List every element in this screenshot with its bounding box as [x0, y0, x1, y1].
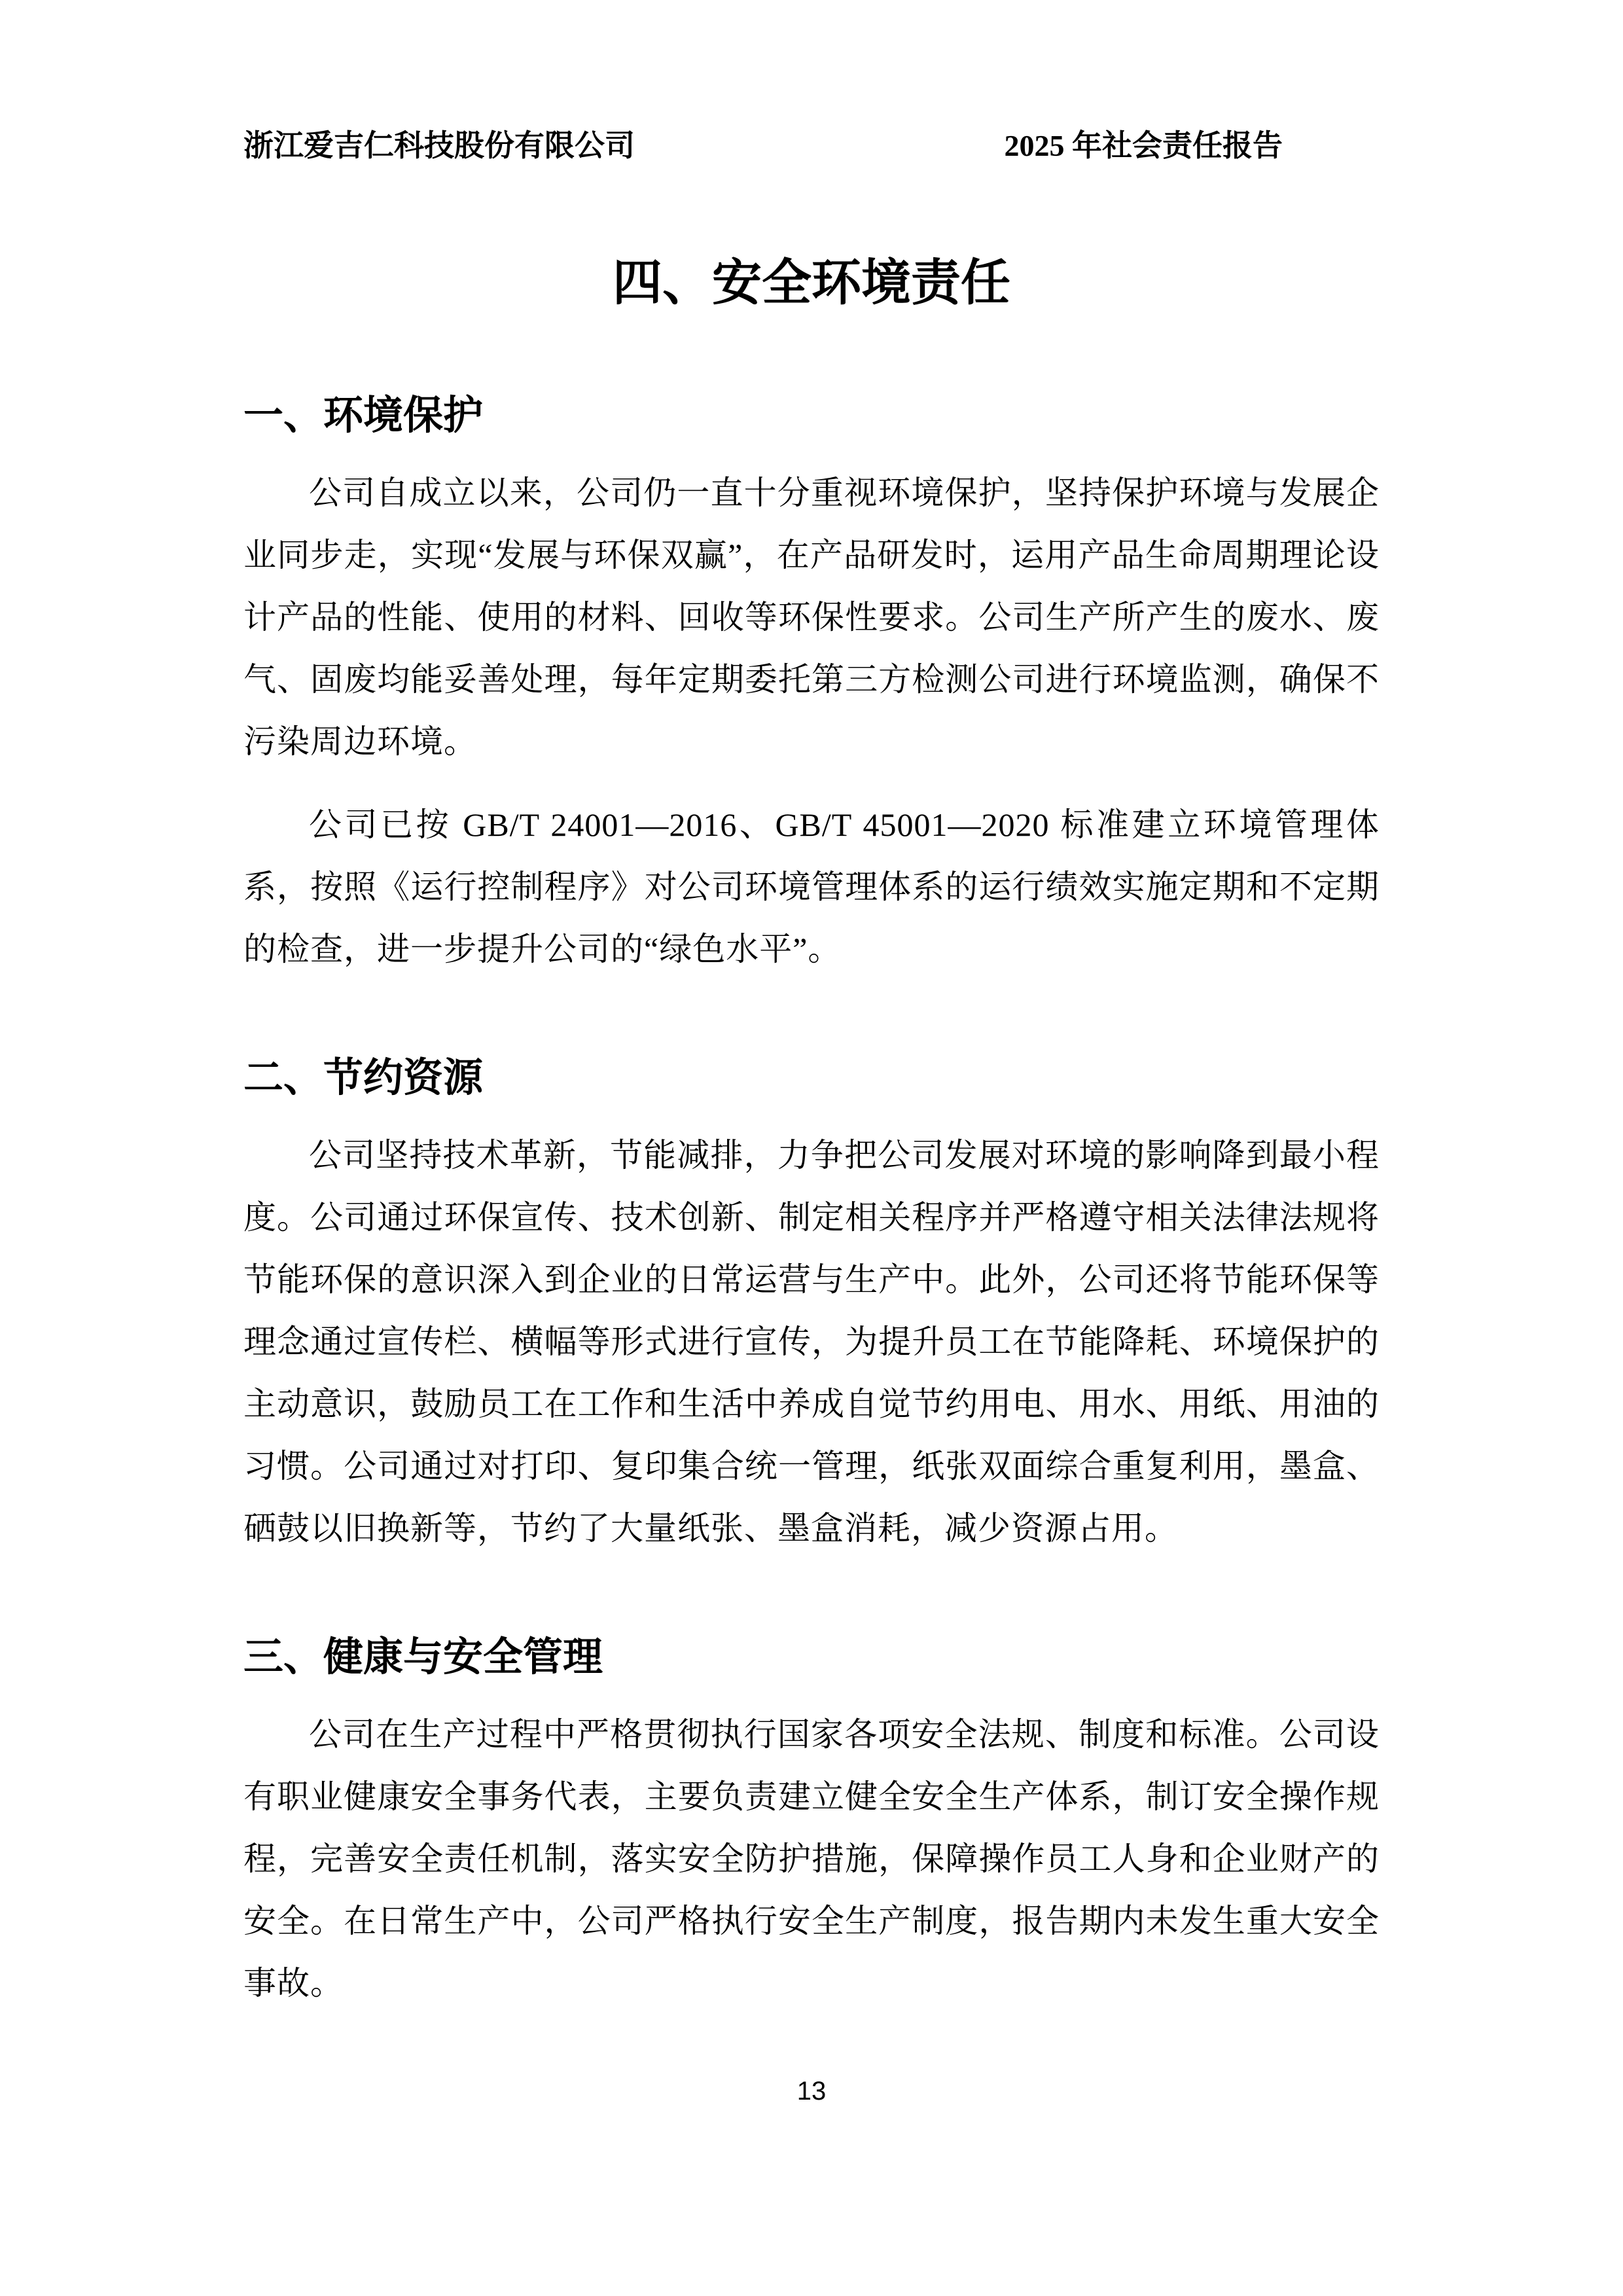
paragraph-health-safety: 公司在生产过程中严格贯彻执行国家各项安全法规、制度和标准。公司设有职业健康安全事务代表，主要负责建立健全安全生产体系，制订安全操作规程，完善安全责任机制，落实安全防护措施，保障操作员工人身和企业财产的安全。在日常生产中，公司严格执行安全生产制度，报告期内未发生重大安全事故。	[243, 1716, 1380, 2002]
section-health-safety	[243, 1633, 1380, 2015]
document-title: 四、安全环境责任	[613, 256, 1010, 312]
header-company-name: 浙江爱吉仁科技股份有限公司	[243, 129, 635, 162]
paragraph-resource-saving: 公司坚持技术革新，节能减排，力争把公司发展对环境的影响降到最小程度。公司通过环保宣传、技术创新、制定相关程序并严格遵守相关法律法规将节能环保的意识深入到企业的日常运营与生产中。此外，公司还将节能环保等理念通过宣传栏、横幅等形式进行宣传，为提升员工在节能降耗、环境保护的主动意识，鼓励员工在工作和生活中养成自觉节约用电、用水、用纸、用油的习惯。公司通过对打印、复印集合统一管理，纸张双面综合重复利用，墨盒、硒鼓以旧换新等，节约了大量纸张、墨盒消耗，减少资源占用。	[243, 1137, 1380, 1547]
section-heading-environment-protection: 一、环境保护	[243, 393, 484, 438]
header-report-title: 2025 年社会责任报告	[1004, 129, 1283, 162]
section-resource-saving	[243, 1054, 1380, 1560]
section-heading-health-safety: 三、健康与安全管理	[243, 1636, 603, 1680]
page-header	[243, 128, 1380, 164]
paragraph-environment-2: 公司已按 GB/T 24001—2016、GB/T 45001—2020 标准建立环境管理体系，按照《运行控制程序》对公司环境管理体系的运行绩效实施定期和不定期的检查，进一步提升公司的“绿色水平”。	[243, 806, 1380, 967]
section-heading-resource-saving: 二、节约资源	[243, 1056, 484, 1100]
page-number: 13	[796, 2077, 827, 2106]
paragraph-environment-1: 公司自成立以来，公司仍一直十分重视环境保护，坚持保护环境与发展企业同步走，实现“发展与环保双赢”，在产品研发时，运用产品生命周期理论设计产品的性能、使用的材料、回收等环保性要求。公司生产所产生的废水、废气、固废均能妥善处理，每年定期委托第三方检测公司进行环境监测，确保不污染周边环境。	[243, 474, 1380, 760]
section-environment-protection	[243, 391, 1380, 980]
